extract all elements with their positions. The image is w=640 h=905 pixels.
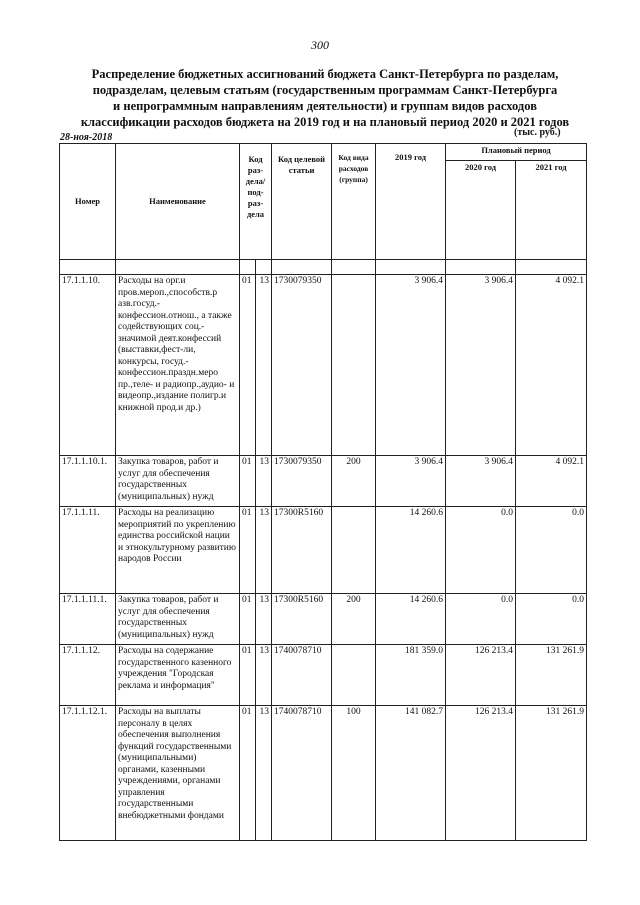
row-value-2021: 4 092.1 [516,275,587,456]
row-group [332,507,376,594]
budget-table [59,143,587,841]
row-target: 1730079350 [272,456,332,507]
row-name: Расходы на орг.и пров.мероп.,способств.р азв.госуд.-конфессион.отнош., а также содействующих соц.-значимой деят.конфессий (выставки,фест-ли, конкурсы, госуд.-конфессион.праздн.меро пр.,теле- и радиопр.,аудио- и видеопр.,издание полигр.и книжной прод.и др.) [116,275,240,456]
table-row [60,507,587,594]
row-target: 1740078710 [272,645,332,706]
row-subsection: 13 [256,594,272,645]
row-value-2021: 0.0 [516,594,587,645]
spacer-cell [332,260,376,275]
row-number: 17.1.1.11. [60,507,116,594]
row-subsection: 13 [256,456,272,507]
row-value-2021: 131 261.9 [516,645,587,706]
row-value-2019: 3 906.4 [376,275,446,456]
header-2020: 2020 год [446,161,516,260]
table-row [60,456,587,507]
header-group: Код вида расходов (группа) [332,144,376,260]
row-group: 200 [332,456,376,507]
spacer-cell [446,260,516,275]
spacer-cell [256,260,272,275]
row-value-2019: 181 359.0 [376,645,446,706]
document-title [60,66,590,130]
row-value-2020: 0.0 [446,507,516,594]
row-value-2020: 126 213.4 [446,706,516,841]
row-value-2019: 14 260.6 [376,594,446,645]
row-value-2019: 3 906.4 [376,456,446,507]
header-2019: 2019 год [376,144,446,260]
units-label: (тыс. руб.) [514,127,561,138]
header-section: Код раз- дела/ под- раз- дела [240,144,272,260]
row-group: 100 [332,706,376,841]
spacer-cell [272,260,332,275]
row-number: 17.1.1.10.1. [60,456,116,507]
row-value-2020: 3 906.4 [446,275,516,456]
table-row [60,706,587,841]
row-subsection: 13 [256,645,272,706]
row-number: 17.1.1.11.1. [60,594,116,645]
spacer-row [60,260,587,275]
spacer-cell [240,260,256,275]
row-section: 01 [240,275,256,456]
title-line: и непрограммным направлениям деятельности) и группам видов расходов [113,99,537,113]
row-number: 17.1.1.12.1. [60,706,116,841]
header-number: Номер [60,144,116,260]
row-section: 01 [240,456,256,507]
row-group [332,645,376,706]
row-subsection: 13 [256,706,272,841]
row-name: Расходы на выплаты персоналу в целях обеспечения выполнения функций государственными (муниципальными) органами, казенными учреждениями, органами управления государственными внебюджетными фондами [116,706,240,841]
header-planned-period: Плановый период [446,144,587,161]
spacer-cell [516,260,587,275]
row-section: 01 [240,645,256,706]
row-value-2019: 14 260.6 [376,507,446,594]
spacer-cell [60,260,116,275]
row-name: Расходы на реализацию мероприятий по укреплению единства российской нации и этнокультурному развитию народов России [116,507,240,594]
row-target: 1740078710 [272,706,332,841]
page-number: 300 [311,38,329,52]
row-group [332,275,376,456]
table-row [60,275,587,456]
spacer-cell [116,260,240,275]
row-subsection: 13 [256,275,272,456]
row-target: 1730079350 [272,275,332,456]
row-value-2020: 0.0 [446,594,516,645]
row-target: 17300R5160 [272,594,332,645]
row-value-2021: 4 092.1 [516,456,587,507]
row-name: Закупка товаров, работ и услуг для обеспечения государственных (муниципальных) нужд [116,594,240,645]
row-number: 17.1.1.12. [60,645,116,706]
row-section: 01 [240,594,256,645]
header-name: Наименование [116,144,240,260]
row-target: 17300R5160 [272,507,332,594]
row-name: Расходы на содержание государственного казенного учреждения "Городская реклама и информация" [116,645,240,706]
table-row [60,594,587,645]
row-group: 200 [332,594,376,645]
table-row [60,645,587,706]
header-target: Код целевой статьи [272,144,332,260]
title-line: Распределение бюджетных ассигнований бюджета Санкт-Петербурга по разделам, [91,67,559,81]
row-subsection: 13 [256,507,272,594]
row-number: 17.1.1.10. [60,275,116,456]
spacer-cell [376,260,446,275]
row-value-2020: 3 906.4 [446,456,516,507]
row-value-2021: 131 261.9 [516,706,587,841]
title-line: классификации расходов бюджета на 2019 год и на плановый период 2020 и 2021 годов [80,115,570,129]
row-section: 01 [240,507,256,594]
row-value-2019: 141 082.7 [376,706,446,841]
row-value-2020: 126 213.4 [446,645,516,706]
header-2021: 2021 год [516,161,587,260]
row-name: Закупка товаров, работ и услуг для обеспечения государственных (муниципальных) нужд [116,456,240,507]
document-date: 28-ноя-2018 [60,132,113,143]
title-line: подразделам, целевым статьям (государственным программам Санкт-Петербурга [92,83,558,97]
row-section: 01 [240,706,256,841]
row-value-2021: 0.0 [516,507,587,594]
